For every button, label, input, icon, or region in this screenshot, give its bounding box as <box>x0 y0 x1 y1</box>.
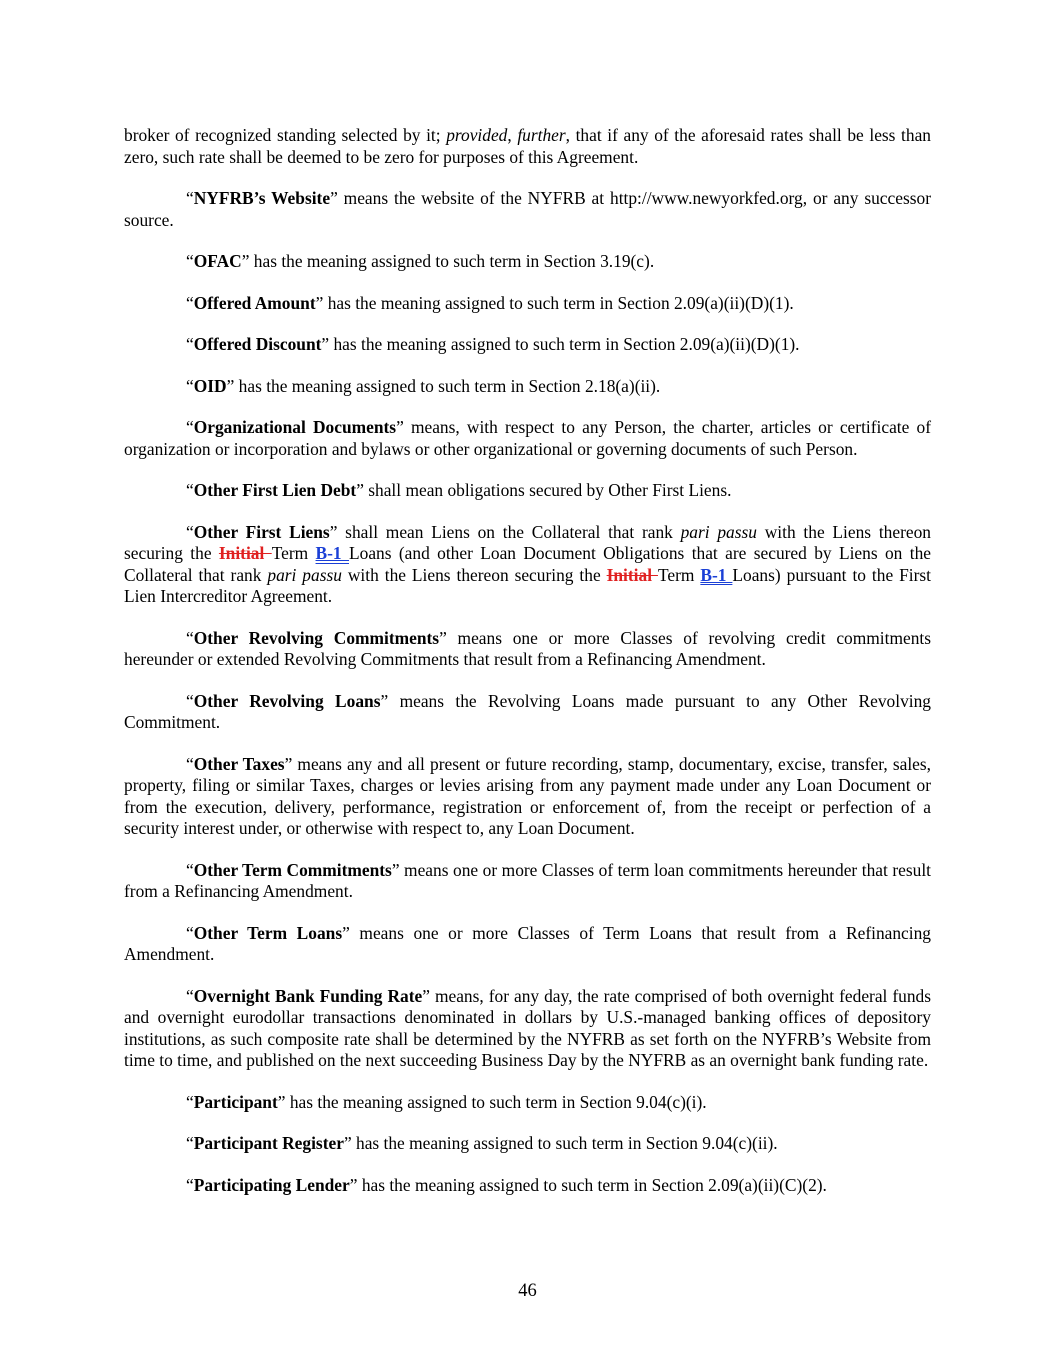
definition-other-revolving-loans <box>124 691 931 734</box>
definition-text: ” has the meaning assigned to such term in Section 2.09(a)(ii)(C)(2). <box>349 1174 827 1195</box>
defined-term: Other First Lien Debt <box>193 480 357 500</box>
definition-text: ” means, with respect to any Person, the charter, articles or certificate of organization or incorporation and bylaws or other organizational or governing documents of such Person. <box>124 417 931 459</box>
open-quote: “ <box>186 417 194 437</box>
defined-term: Offered Amount <box>193 292 316 313</box>
definition-other-revolving-commitments <box>124 628 931 671</box>
open-quote: “ <box>186 859 194 880</box>
open-quote: “ <box>186 251 194 271</box>
definition-text: ” shall mean obligations secured by Other First Liens. <box>356 480 732 500</box>
defined-term: Participant <box>193 1091 278 1112</box>
open-quote: “ <box>186 627 194 648</box>
definition-offered-amount <box>124 293 931 315</box>
inserted-text: B-1 <box>700 564 733 585</box>
open-quote: “ <box>186 1133 194 1153</box>
defined-term: Other First Liens <box>193 521 330 542</box>
defined-term: Overnight Bank Funding Rate <box>193 985 423 1006</box>
definition-nyfrbs-website <box>124 188 931 231</box>
definition-text: Loans (and other Loan Document Obligations that are secured by Liens on the Collateral that rank <box>124 543 931 585</box>
italic-text: pari passu <box>680 521 757 542</box>
deleted-text: Initial <box>218 543 272 563</box>
definition-text: ” means the website of the NYFRB at http://www.newyorkfed.org, or any successor source. <box>124 188 931 230</box>
open-quote: “ <box>186 480 194 500</box>
definition-text: with the Liens thereon securing the <box>341 564 607 585</box>
inserted-text: B-1 <box>315 543 349 563</box>
definition-text: Term <box>271 543 316 563</box>
definition-participating-lender <box>124 1175 931 1197</box>
definition-text: ” shall mean Liens on the Collateral that rank <box>329 521 681 542</box>
text-run: , <box>507 125 518 145</box>
open-quote: “ <box>186 292 194 313</box>
definition-text: ” has the meaning assigned to such term in Section 2.09(a)(ii)(D)(1). <box>321 334 800 354</box>
defined-term: Other Revolving Loans <box>193 690 381 711</box>
defined-term: Organizational Documents <box>193 417 397 437</box>
continuation-paragraph <box>124 125 931 168</box>
defined-term: Other Taxes <box>193 753 285 774</box>
open-quote: “ <box>186 375 194 396</box>
defined-term: Participating Lender <box>193 1174 350 1195</box>
open-quote: “ <box>186 521 194 542</box>
open-quote: “ <box>186 985 194 1006</box>
defined-term: OFAC <box>193 251 242 271</box>
definition-other-first-lien-debt <box>124 480 931 502</box>
definition-text: ” has the meaning assigned to such term in Section 9.04(c)(ii). <box>343 1133 778 1153</box>
definition-text: ” means one or more Classes of Term Loans that result from a Refinancing Amendment. <box>124 922 931 964</box>
defined-term: Other Revolving Commitments <box>193 627 440 648</box>
definition-participant-register <box>124 1133 931 1155</box>
definition-participant <box>124 1092 931 1114</box>
definition-overnight-bank-funding-rate <box>124 986 931 1072</box>
defined-term: Offered Discount <box>193 334 322 354</box>
definition-text: Loans) pursuant to the First Lien Intercreditor Agreement. <box>124 564 931 606</box>
text-run: broker of recognized standing selected by it; <box>124 125 447 145</box>
open-quote: “ <box>186 1091 194 1112</box>
definition-ofac <box>124 251 931 273</box>
definition-other-term-loans <box>124 923 931 966</box>
open-quote: “ <box>186 1174 194 1195</box>
defined-term: Other Term Loans <box>193 922 343 943</box>
definition-text: ” means one or more Classes of revolving credit commitments hereunder or extended Revolving Commitments that result from a Refinancing Amendment. <box>124 627 931 669</box>
defined-term: NYFRB’s Website <box>193 188 331 208</box>
document-page <box>124 125 931 1216</box>
deleted-text: Initial <box>606 564 658 585</box>
definition-text: ” means any and all present or future recording, stamp, documentary, excise, transfer, sales, property, filing or similar Taxes, charges or levies arising from any payment made under any Loan Document or from the execution, delivery, performance, registration or enforcement of, from the receipt or perfection of a security interest under, or otherwise with respect to, any Loan Document. <box>124 753 931 838</box>
open-quote: “ <box>186 188 194 208</box>
open-quote: “ <box>186 922 194 943</box>
defined-term: Participant Register <box>193 1133 344 1153</box>
text-run: , that if any of the aforesaid rates shall be less than zero, such rate shall be deemed to be zero for purposes of this Agreement. <box>124 125 931 167</box>
italic-text: provided <box>446 125 508 145</box>
definition-oid <box>124 376 931 398</box>
definition-text: with the Liens thereon securing the <box>124 521 931 563</box>
definition-text: ” means one or more Classes of term loan commitments hereunder that result from a Refinancing Amendment. <box>124 859 931 901</box>
definition-text: Term <box>657 564 701 585</box>
definition-offered-discount <box>124 334 931 356</box>
definition-text: ” has the meaning assigned to such term in Section 3.19(c). <box>241 251 655 271</box>
open-quote: “ <box>186 334 194 354</box>
definition-other-taxes <box>124 754 931 840</box>
definition-text: ” means, for any day, the rate comprised of both overnight federal funds and overnight eurodollar transactions denominated in dollars by U.S.-managed banking offices of depository institutions, as such composite rate shall be determined by the NYFRB as set forth on the NYFRB’s Website from time to time, and published on the next succeeding Business Day by the NYFRB as an overnight bank funding rate. <box>124 985 932 1070</box>
definition-text: ” has the meaning assigned to such term in Section 2.09(a)(ii)(D)(1). <box>315 292 794 313</box>
open-quote: “ <box>186 690 194 711</box>
definition-text: ” has the meaning assigned to such term in Section 9.04(c)(i). <box>277 1091 707 1112</box>
open-quote: “ <box>186 753 194 774</box>
page-number: 46 <box>518 1281 537 1301</box>
definition-other-term-commitments <box>124 860 931 903</box>
definition-text: ” means the Revolving Loans made pursuant to any Other Revolving Commitment. <box>124 690 931 732</box>
defined-term: OID <box>193 375 227 396</box>
italic-text: pari passu <box>267 564 342 585</box>
definition-other-first-liens <box>124 522 931 608</box>
italic-text: further <box>517 125 566 145</box>
definition-text: ” has the meaning assigned to such term in Section 2.18(a)(ii). <box>226 375 661 396</box>
definition-organizational-documents <box>124 417 931 460</box>
defined-term: Other Term Commitments <box>193 859 392 880</box>
